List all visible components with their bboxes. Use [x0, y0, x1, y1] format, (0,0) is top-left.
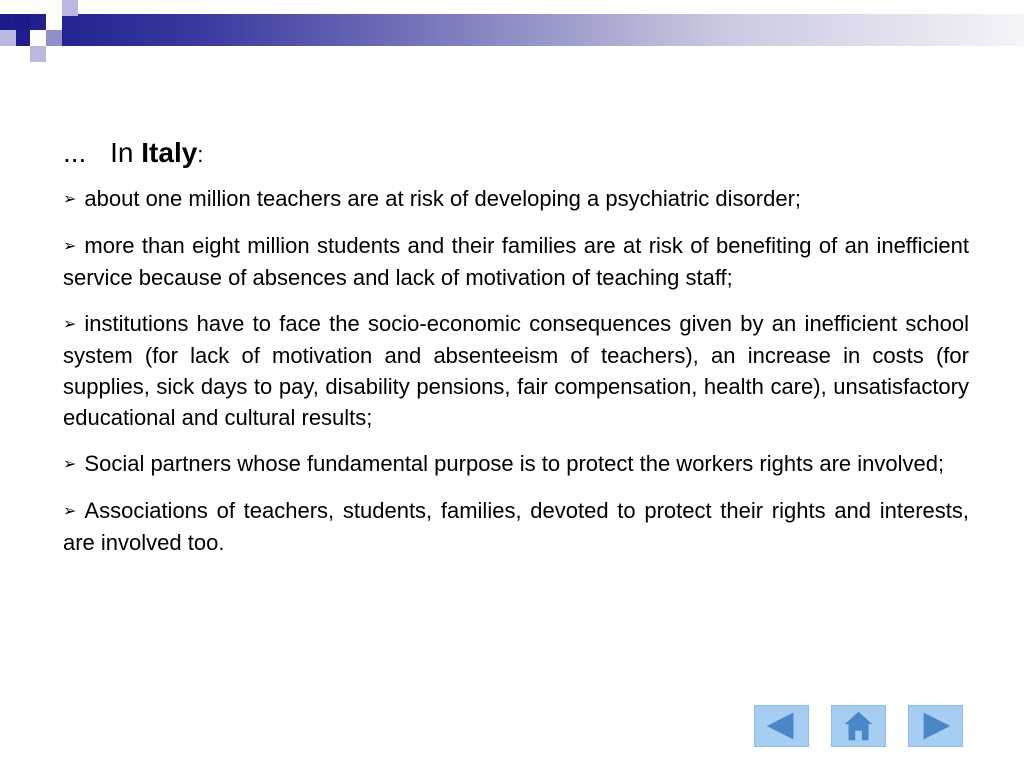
decor-square: [30, 46, 46, 62]
decor-square: [0, 30, 16, 46]
decor-square: [46, 14, 62, 30]
bullet-arrow-icon: ➢: [63, 456, 77, 473]
decor-square: [14, 14, 30, 30]
bullet-item: [63, 308, 969, 433]
bullet-item: [63, 448, 969, 480]
decor-square: [30, 30, 46, 46]
bullet-arrow-icon: ➢: [63, 503, 77, 520]
decor-square: [46, 30, 62, 46]
heading-ellipsis: ...: [63, 137, 87, 168]
next-slide-button[interactable]: [908, 705, 963, 747]
bullet-text: about one million teachers are at risk of developing a psychiatric disorder;: [84, 186, 802, 211]
bullet-text: more than eight million students and their families are at risk of benefiting of an inefficient service because of absences and lack of motivation of teaching staff;: [63, 233, 969, 290]
bullet-item: [63, 183, 969, 215]
heading-country: Italy: [141, 137, 198, 168]
bullet-text: Social partners whose fundamental purpose is to protect the workers rights are involved;: [84, 451, 945, 476]
home-slide-button[interactable]: [831, 705, 886, 747]
bullet-item: [63, 230, 969, 293]
bullet-arrow-icon: ➢: [63, 238, 77, 255]
bullet-arrow-icon: ➢: [63, 191, 77, 208]
bullet-item: [63, 495, 969, 558]
heading-in: In: [110, 137, 134, 168]
bullet-text: Associations of teachers, students, families, devoted to protect their rights and interests, are involved too.: [63, 498, 969, 555]
heading-colon: :: [197, 142, 204, 167]
home-icon: [832, 706, 885, 746]
decor-square: [62, 0, 78, 16]
slide-content: [63, 135, 969, 573]
slide-heading: [63, 135, 969, 173]
previous-slide-button[interactable]: [754, 705, 809, 747]
bullet-arrow-icon: ➢: [63, 316, 77, 333]
left-arrow-icon: [755, 706, 808, 746]
right-arrow-icon: [909, 706, 962, 746]
header-gradient-bar: [0, 14, 1024, 46]
bullet-text: institutions have to face the socio-economic consequences given by an inefficient school system (for lack of motivation and absenteeism of teachers), an increase in costs (for supplies, sick days to pay, disability pensions, fair compensation, health care), unsatisfactory educational and cultural results;: [63, 311, 969, 430]
